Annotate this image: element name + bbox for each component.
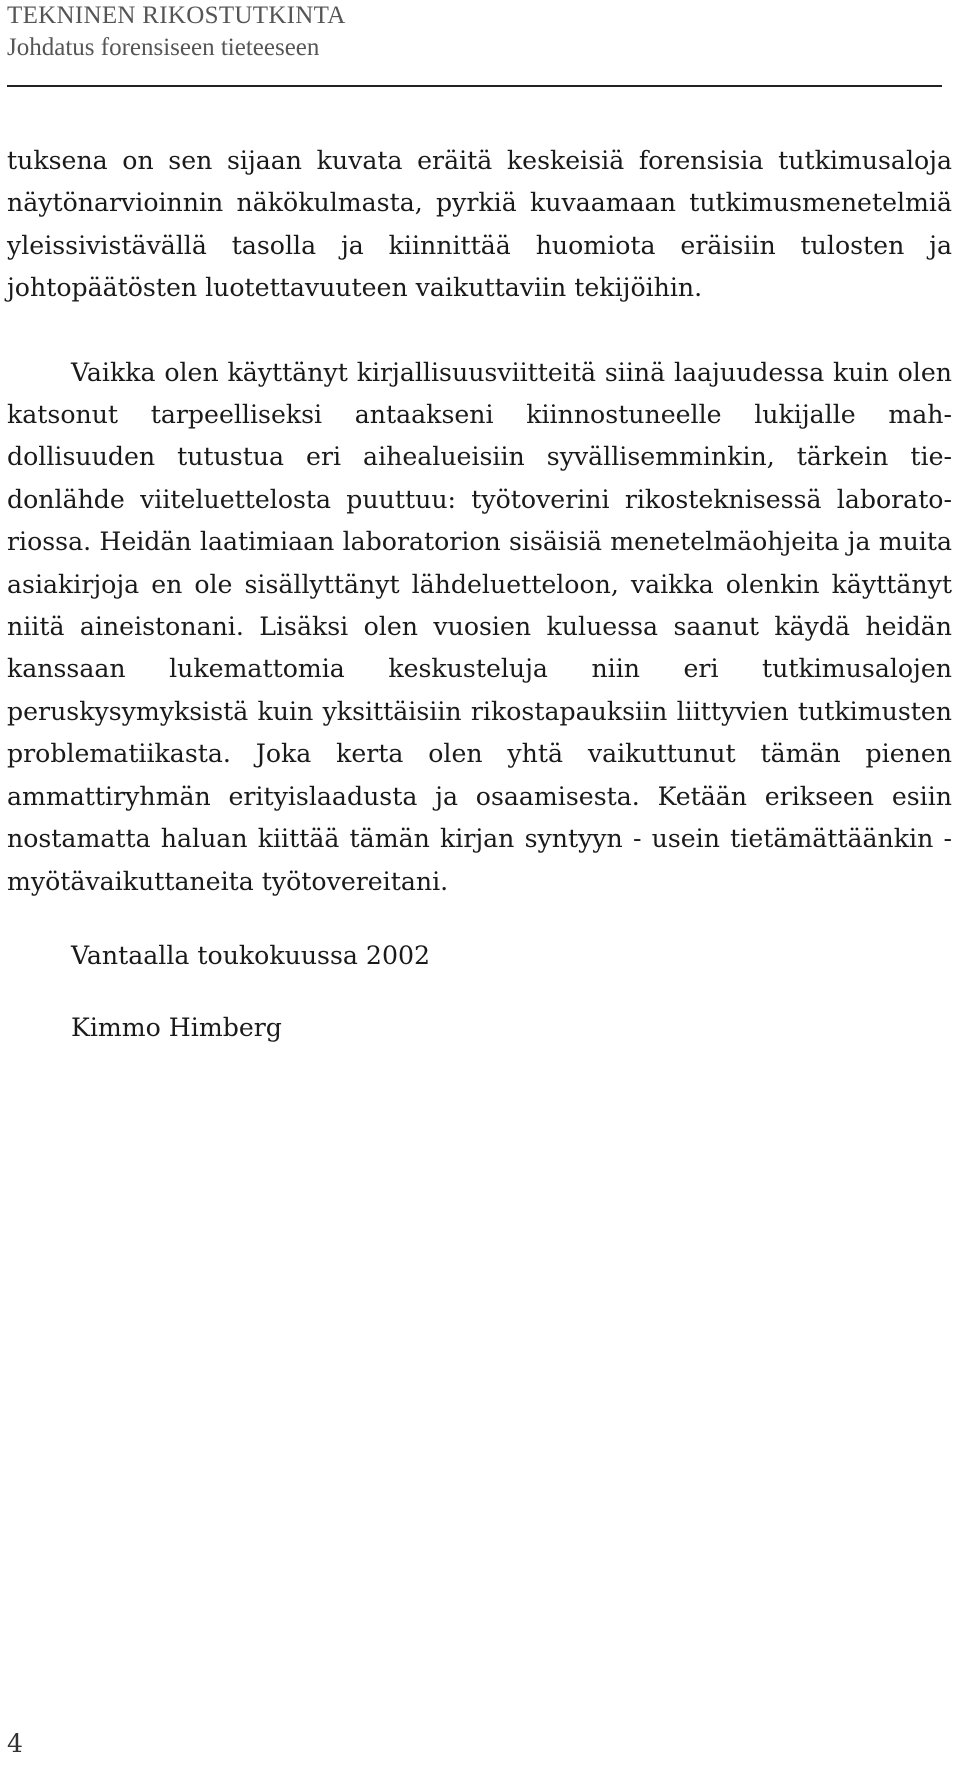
chapter-title: Johdatus forensiseen tieteeseen xyxy=(7,34,320,61)
book-title: TEKNINEN RIKOSTUTKINTA xyxy=(7,2,346,29)
header-divider xyxy=(7,85,942,87)
signoff-author: Kimmo Himberg xyxy=(71,1013,282,1043)
signoff-place-date: Vantaalla toukokuussa 2002 xyxy=(71,940,431,970)
running-header xyxy=(7,0,346,64)
body-text xyxy=(7,140,952,1050)
paragraph-continuation: tuksena on sen sijaan kuvata eräitä keskeisiä forensisia tutkimusaloja näytönarvioinnin näkökulmasta, pyrkiä kuvaamaan tutkimusmenetelmiä yleissivistävällä tasolla ja kiinnittää huomiota eräisiin tulosten ja johtopäätösten luotettavuuteen vaikuttaviin tekijöihin. xyxy=(7,146,952,303)
paragraph-acknowledgements: Vaikka olen käyttänyt kirjallisuusviitteitä siinä laajuudessa kuin olen katsonut tarpeelliseksi antaakseni kiinnostuneelle lukijalle mahdollisuuden tutustua eri aihealueisiin syvällisemminkin, tärkein tiedonlähde viiteluettelosta puuttuu: työtoverini rikosteknisessä laboratoriossa. Heidän laatimiaan laboratorion sisäisiä menetelmäohjeita ja muita asiakirjoja en ole sisällyttänyt lähdeluetteloon, vaikka olenkin käyttänyt niitä aineistonani. Lisäksi olen vuosien kuluessa saanut käydä heidän kanssaan lukemattomia keskusteluja niin eri tutkimusalojen peruskysymyksistä kuin yksittäisiin rikostapauksiin liittyvien tutkimusten problematiikasta. Joka kerta olen yhtä vaikuttunut tämän pienen ammattiryhmän erityislaadusta ja osaamisesta. Ketään erikseen esiin nostamatta haluan kiittää tämän kirjan syntyyn - usein tietämättäänkin - myötävaikuttaneita työtovereitani. xyxy=(7,357,952,896)
page-number: 4 xyxy=(7,1729,23,1758)
